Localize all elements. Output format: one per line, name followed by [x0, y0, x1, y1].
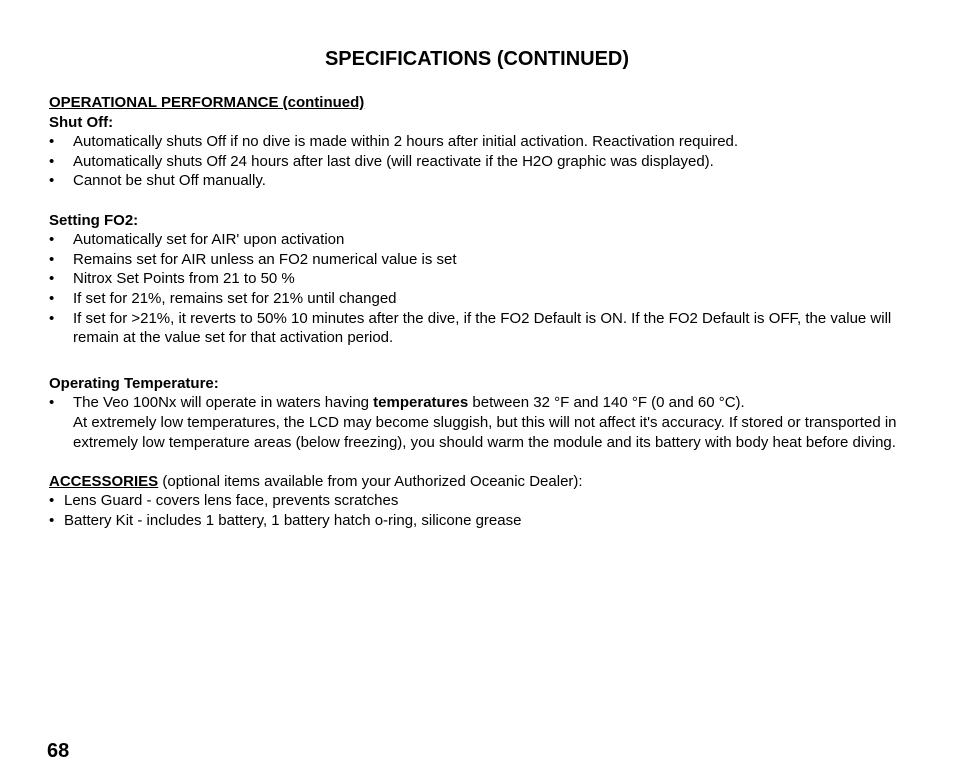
shut-off-list [49, 132, 919, 191]
temperature-note: At extremely low temperatures, the LCD may become sluggish, but this will not affect it's accuracy. If stored or transported in extremely low temperature areas (below freezing), you should warm the module and its battery with body heat before diving. [73, 413, 897, 451]
section-heading: OPERATIONAL PERFORMANCE (continued) [49, 94, 365, 111]
bullet-icon: • [49, 309, 55, 327]
page-number: 68 [47, 740, 70, 762]
list-item: • Nitrox Set Points from 21 to 50 % [49, 270, 295, 288]
list-item: • Cannot be shut Off manually. [49, 172, 266, 190]
list-item: • If set for >21%, it reverts to 50% 10 minutes after the dive, if the FO2 Default is ON. If the FO2 Default is OFF, the value will remain at the value set for that activation period. [49, 309, 892, 347]
list-item: • Automatically shuts Off if no dive is made within 2 hours after initial activation. Reactivation required. [49, 133, 739, 151]
accessories-intro: ACCESSORIES (optional items available from your Authorized Oceanic Dealer): [49, 472, 583, 490]
list-item: • If set for 21%, remains set for 21% until changed [49, 289, 397, 307]
accessories-heading: ACCESSORIES [49, 472, 159, 490]
setting-fo2-heading: Setting FO2: [49, 211, 139, 229]
bullet-icon: • [49, 231, 55, 249]
list-item: • Automatically set for AIR' upon activation [49, 231, 345, 249]
list-item: • Remains set for AIR unless an FO2 numerical value is set [49, 250, 457, 268]
setting-fo2-list [49, 230, 919, 348]
bullet-icon: • [49, 172, 55, 190]
bullet-icon: • [49, 394, 55, 412]
list-item: • Automatically shuts Off 24 hours after last dive (will reactivate if the H2O graphic was displayed). [49, 152, 714, 170]
accessories-list [49, 491, 919, 530]
shut-off-heading: Shut Off: [49, 113, 114, 131]
bullet-icon: • [49, 511, 55, 529]
document-body [49, 93, 919, 530]
bullet-icon: • [49, 152, 55, 170]
bullet-icon: • [49, 270, 55, 288]
operating-temperature-heading: Operating Temperature: [49, 374, 219, 392]
bullet-icon: • [49, 133, 55, 151]
emphasis-text: temperatures [373, 394, 469, 412]
list-item: • The Veo 100Nx will operate in waters having temperatures between 32 °F and 140 °F (0 and 60 °C). At extremely low temperatures, the LCD may become sluggish, but this will not affect it's accuracy. If stored or transported in extremely low temperature areas (below freezing), you should warm the module and its battery with body heat before diving. [49, 394, 897, 451]
page-title: SPECIFICATIONS (CONTINUED) [324, 48, 630, 70]
bullet-icon: • [49, 289, 55, 307]
bullet-icon: • [49, 250, 55, 268]
bullet-icon: • [49, 492, 55, 510]
list-item: • Battery Kit - includes 1 battery, 1 battery hatch o-ring, silicone grease [49, 511, 522, 529]
list-item: • Lens Guard - covers lens face, prevents scratches [49, 492, 399, 510]
operating-temperature-list [49, 393, 919, 452]
